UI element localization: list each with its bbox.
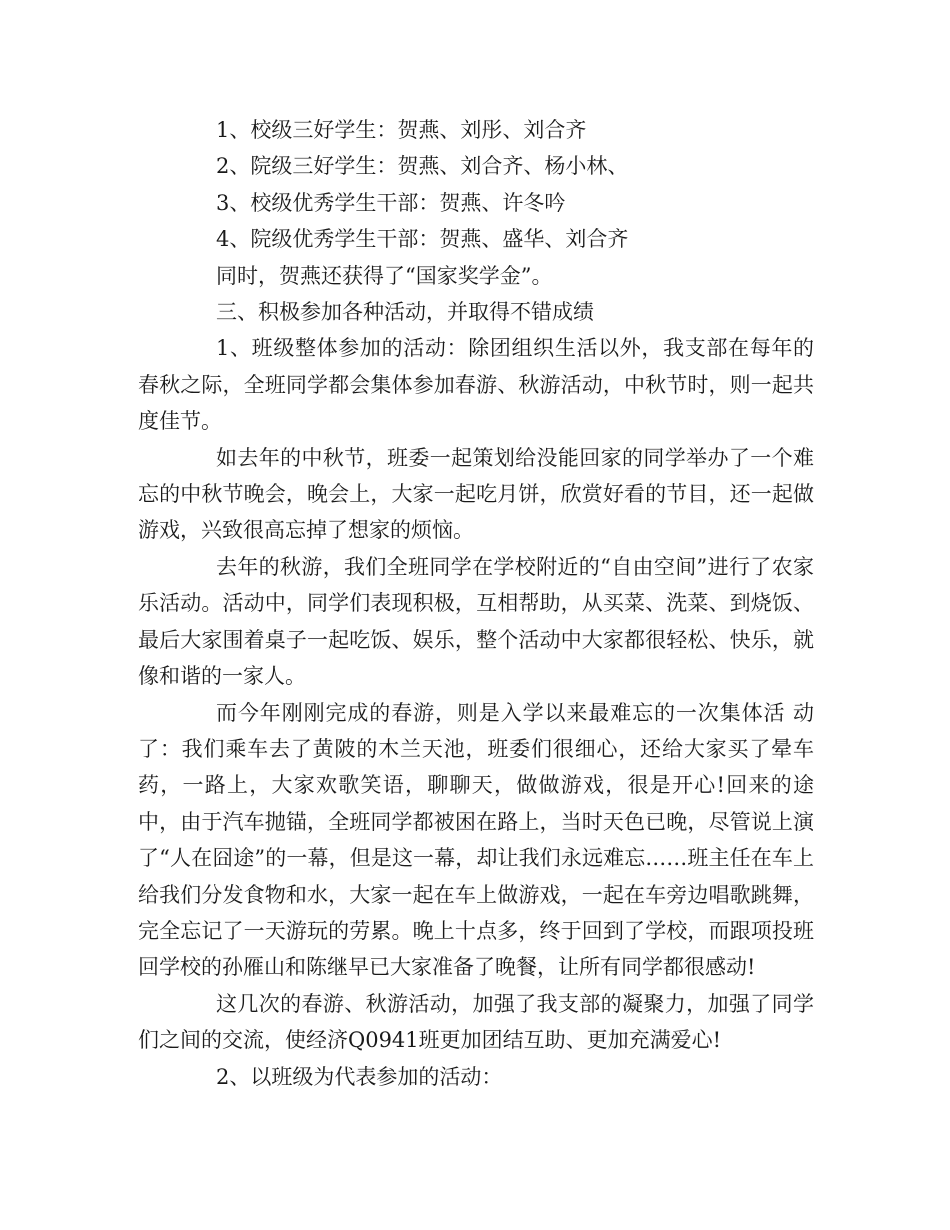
paragraph-autumn-outing: 去年的秋游，我们全班同学在学校附近的“自由空间”进行了农家乐活动。活动中，同学们表现积极，互相帮助，从买菜、洗菜、到烧饭、最后大家围着桌子一起吃饭、娱乐，整个活动中大家都很轻松、快乐，就像和谐的一家人。 (138, 554, 814, 689)
award-item-2: 2、院级三好学生：贺燕、刘合齐、杨小林、 (216, 154, 629, 179)
document-body (138, 112, 814, 1095)
paragraph-summary: 这几次的春游、秋游活动，加强了我支部的凝聚力，加强了同学们之间的交流，使经济Q0941班更加团结互助、更加充满爱心! (138, 991, 814, 1053)
paragraph-spring-outing: 而今年刚刚完成的春游，则是入学以来最难忘的一次集体活 动了：我们乘车去了黄陂的木兰天池，班委们很细心，还给大家买了晕车药，一路上，大家欢歌笑语，聊聊天，做做游戏，很是开心!回来的途中，由于汽车抛锚，全班同学都被困在路上，当时天色已晚，尽管说上演了“人在囧途”的一幕，但是这一幕，却让我们永远难忘……班主任在车上给我们分发食物和水，大家一起在车上做游戏，一起在车旁边唱歌跳舞，完全忘记了一天游玩的劳累。晚上十点多，终于回到了学校，而跟项投班回学校的孙雁山和陈继早已大家准备了晚餐，让所有同学都很感动! (138, 700, 814, 980)
scholarship-note: 同时，贺燕还获得了“国家奖学金”。 (216, 263, 553, 288)
subsection-heading-representative: 2、以班级为代表参加的活动： (216, 1064, 503, 1089)
award-item-3: 3、校级优秀学生干部：贺燕、许冬吟 (216, 190, 566, 215)
award-item-1: 1、校级三好学生：贺燕、刘彤、刘合齐 (216, 118, 587, 142)
award-item-4: 4、院级优秀学生干部：贺燕、盛华、刘合齐 (216, 227, 629, 252)
section-heading-activities: 三、积极参加各种活动，并取得不错成绩 (216, 300, 594, 325)
paragraph-mid-autumn: 如去年的中秋节，班委一起策划给没能回家的同学举办了一个难忘的中秋节晚会，晚会上，大家一起吃月饼，欣赏好看的节目，还一起做游戏，兴致很高忘掉了想家的烦恼。 (138, 445, 814, 543)
paragraph-class-activities: 1、班级整体参加的活动：除团组织生活以外，我支部在每年的春秋之际，全班同学都会集体参加春游、秋游活动，中秋节时，则一起共度佳节。 (138, 336, 814, 434)
